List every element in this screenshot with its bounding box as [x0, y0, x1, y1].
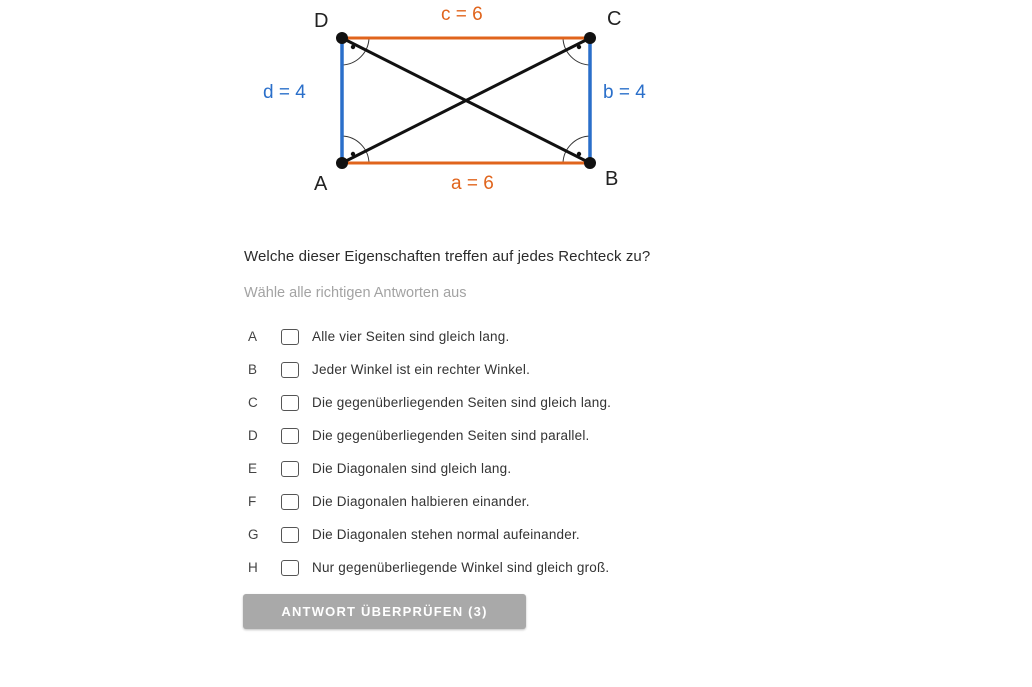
option-checkbox[interactable] — [281, 329, 299, 345]
option-letter: A — [248, 329, 258, 344]
option-letter: E — [248, 461, 258, 476]
option-f[interactable] — [248, 485, 708, 518]
option-label: Die gegenüberliegenden Seiten sind gleich lang. — [312, 395, 612, 410]
side-label-b: b = 4 — [603, 82, 646, 103]
vertex-label-c: C — [607, 8, 622, 30]
option-letter: D — [248, 428, 258, 443]
option-g[interactable] — [248, 518, 708, 551]
option-h[interactable] — [248, 551, 708, 584]
option-checkbox[interactable] — [281, 494, 299, 510]
option-label: Die Diagonalen stehen normal aufeinander. — [312, 527, 580, 542]
answer-options — [248, 320, 708, 584]
option-label: Die Diagonalen halbieren einander. — [312, 494, 530, 509]
option-checkbox[interactable] — [281, 395, 299, 411]
vertex-label-a: A — [314, 173, 328, 195]
vertex-label-b: B — [605, 168, 619, 190]
option-label: Alle vier Seiten sind gleich lang. — [312, 329, 510, 344]
option-label: Nur gegenüberliegende Winkel sind gleich groß. — [312, 560, 610, 575]
option-d[interactable] — [248, 419, 708, 452]
side-label-a: a = 6 — [451, 173, 494, 194]
question-hint: Wähle alle richtigen Antworten aus — [244, 285, 467, 301]
option-letter: G — [248, 527, 259, 542]
option-checkbox[interactable] — [281, 560, 299, 576]
option-label: Die gegenüberliegenden Seiten sind parallel. — [312, 428, 590, 443]
vertex-point-b — [584, 157, 596, 169]
option-b[interactable] — [248, 353, 708, 386]
rectangle-figure — [250, 0, 690, 200]
option-c[interactable] — [248, 386, 708, 419]
vertex-point-d — [336, 32, 348, 44]
option-label: Jeder Winkel ist ein rechter Winkel. — [312, 362, 531, 377]
option-letter: F — [248, 494, 257, 509]
check-answer-button[interactable]: ANTWORT ÜBERPRÜFEN (3) — [243, 594, 526, 629]
vertex-point-a — [336, 157, 348, 169]
option-a[interactable] — [248, 320, 708, 353]
option-checkbox[interactable] — [281, 362, 299, 378]
question-text: Welche dieser Eigenschaften treffen auf jedes Rechteck zu? — [244, 248, 651, 265]
option-letter: B — [248, 362, 258, 377]
option-checkbox[interactable] — [281, 428, 299, 444]
vertex-label-d: D — [314, 10, 329, 32]
vertex-point-c — [584, 32, 596, 44]
option-letter: H — [248, 560, 258, 575]
option-e[interactable] — [248, 452, 708, 485]
option-checkbox[interactable] — [281, 461, 299, 477]
side-label-d: d = 4 — [263, 82, 306, 103]
option-letter: C — [248, 395, 258, 410]
option-checkbox[interactable] — [281, 527, 299, 543]
side-label-c: c = 6 — [441, 4, 483, 25]
option-label: Die Diagonalen sind gleich lang. — [312, 461, 512, 476]
